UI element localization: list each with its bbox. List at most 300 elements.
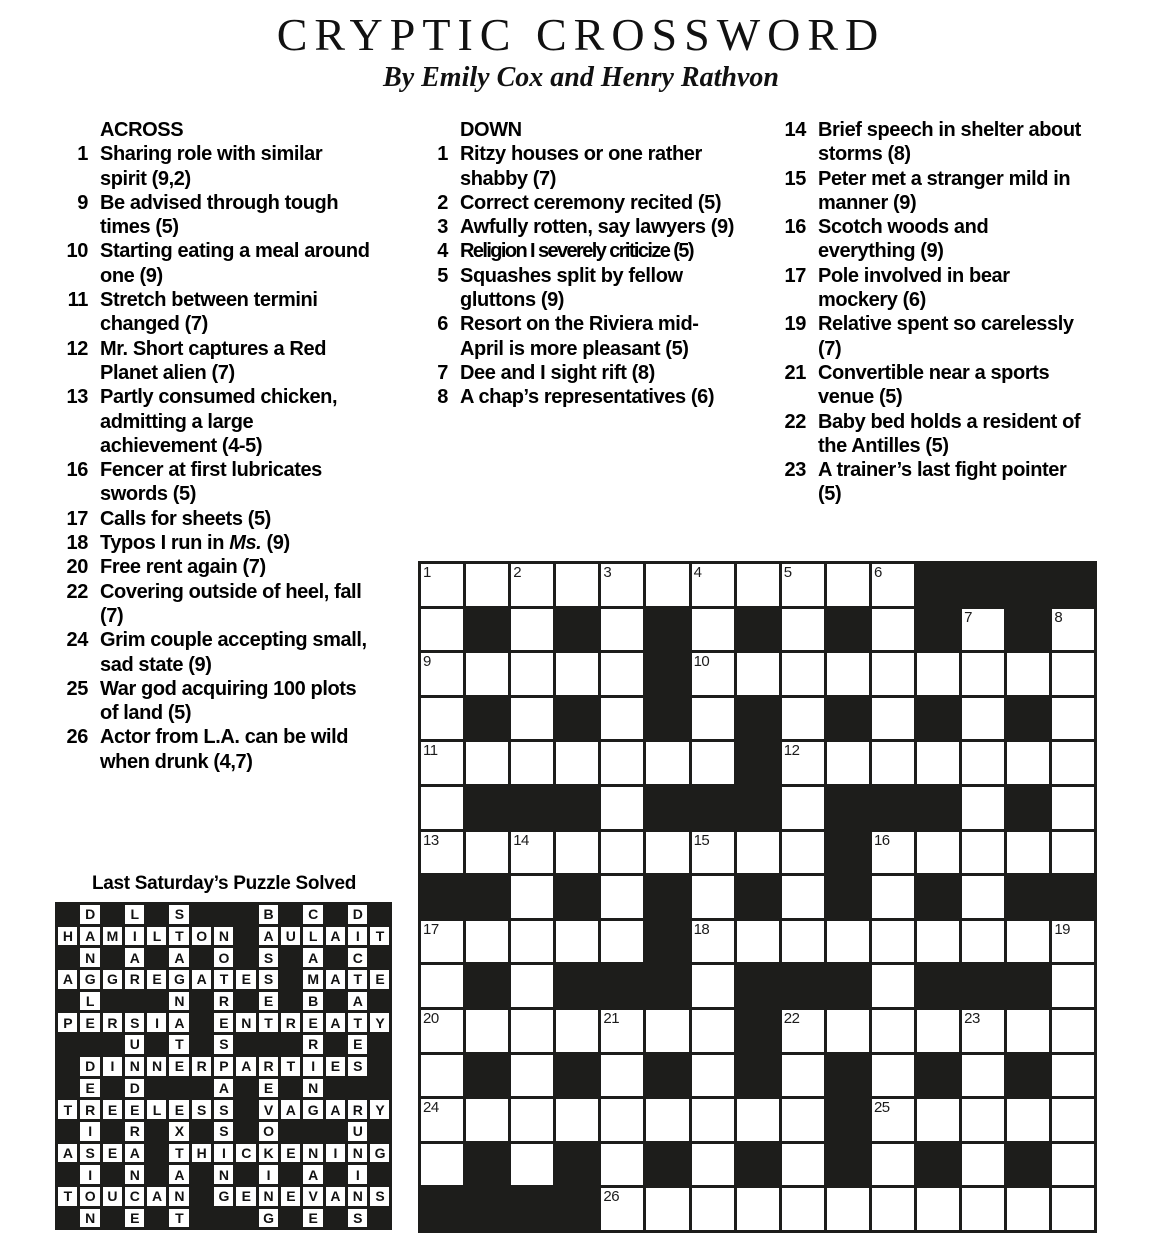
black-cell bbox=[1007, 564, 1049, 606]
clue-number: 17 bbox=[784, 264, 806, 287]
grid-cell[interactable] bbox=[872, 1144, 914, 1186]
grid-cell[interactable] bbox=[917, 832, 959, 874]
solved-letter-cell: U bbox=[103, 1187, 122, 1206]
grid-cell[interactable] bbox=[737, 1099, 779, 1141]
clue-17 bbox=[769, 264, 1099, 313]
black-cell bbox=[827, 698, 869, 740]
solved-black-cell bbox=[147, 1209, 166, 1228]
black-cell bbox=[421, 876, 463, 918]
grid-cell[interactable] bbox=[466, 564, 508, 606]
grid-cell[interactable] bbox=[782, 653, 824, 695]
solved-letter-cell: G bbox=[169, 970, 188, 989]
cell-number: 10 bbox=[693, 653, 710, 671]
black-cell bbox=[917, 564, 959, 606]
grid-cell[interactable] bbox=[782, 742, 824, 784]
grid-cell[interactable] bbox=[962, 1144, 1004, 1186]
grid-cell[interactable] bbox=[1052, 787, 1094, 829]
solved-black-cell bbox=[147, 1035, 166, 1054]
grid-cell[interactable] bbox=[421, 1144, 463, 1186]
grid-cell[interactable] bbox=[1052, 921, 1094, 963]
grid-cell[interactable] bbox=[692, 1188, 734, 1230]
grid-cell[interactable] bbox=[421, 653, 463, 695]
grid-cell[interactable] bbox=[1052, 1144, 1094, 1186]
grid-cell[interactable] bbox=[421, 1010, 463, 1052]
solved-black-cell bbox=[192, 1013, 211, 1032]
grid-cell[interactable] bbox=[511, 832, 553, 874]
grid-cell[interactable] bbox=[872, 609, 914, 651]
solved-black-cell bbox=[236, 1165, 255, 1184]
grid-cell[interactable] bbox=[511, 876, 553, 918]
solved-black-cell bbox=[281, 1079, 300, 1098]
solved-black-cell bbox=[103, 1209, 122, 1228]
clue-number: 5 bbox=[437, 264, 448, 287]
grid-cell[interactable] bbox=[872, 921, 914, 963]
grid-cell[interactable] bbox=[646, 1099, 688, 1141]
solved-black-cell bbox=[370, 1035, 389, 1054]
grid-cell[interactable] bbox=[962, 1099, 1004, 1141]
grid-cell[interactable] bbox=[782, 698, 824, 740]
grid-cell[interactable] bbox=[692, 1010, 734, 1052]
solved-letter-cell: A bbox=[303, 1165, 322, 1184]
grid-cell[interactable] bbox=[872, 965, 914, 1007]
grid-cell[interactable] bbox=[466, 1099, 508, 1141]
solved-letter-cell: E bbox=[281, 1144, 300, 1163]
grid-cell[interactable] bbox=[962, 653, 1004, 695]
black-cell bbox=[737, 742, 779, 784]
clue-number: 15 bbox=[784, 167, 806, 190]
grid-cell[interactable] bbox=[1052, 1055, 1094, 1097]
solved-letter-cell: V bbox=[303, 1187, 322, 1206]
grid-cell[interactable] bbox=[646, 1188, 688, 1230]
grid-cell[interactable] bbox=[646, 832, 688, 874]
grid-cell[interactable] bbox=[782, 1188, 824, 1230]
clue-number: 6 bbox=[437, 313, 448, 336]
grid-cell[interactable] bbox=[1052, 653, 1094, 695]
black-cell bbox=[827, 1144, 869, 1186]
grid-cell[interactable] bbox=[421, 965, 463, 1007]
clue-text: Actor from L.A. can be wild when drunk (4,7) bbox=[100, 726, 349, 773]
grid-cell[interactable] bbox=[917, 1010, 959, 1052]
clue-number: 18 bbox=[66, 532, 88, 555]
grid-cell[interactable] bbox=[872, 1010, 914, 1052]
clue-text: Grim couple accepting small, sad state (9) bbox=[100, 629, 367, 676]
solved-letter-cell: E bbox=[214, 1013, 233, 1032]
clue-text: Scotch woods and everything (9) bbox=[818, 216, 989, 263]
clue-text: Religion I severely criticize (5) bbox=[460, 240, 693, 263]
black-cell bbox=[1007, 787, 1049, 829]
grid-cell[interactable] bbox=[737, 832, 779, 874]
grid-cell[interactable] bbox=[421, 787, 463, 829]
grid-cell[interactable] bbox=[421, 832, 463, 874]
cell-number: 19 bbox=[1054, 920, 1070, 938]
grid-cell[interactable] bbox=[601, 653, 643, 695]
solved-letter-cell: S bbox=[214, 1100, 233, 1119]
solved-letter-cell: N bbox=[214, 1165, 233, 1184]
clue-number: 16 bbox=[66, 459, 88, 482]
grid-cell[interactable] bbox=[692, 609, 734, 651]
grid-cell[interactable] bbox=[1052, 1099, 1094, 1141]
grid-cell[interactable] bbox=[556, 1099, 598, 1141]
solved-black-cell bbox=[58, 1057, 77, 1076]
solved-letter-cell: N bbox=[348, 1187, 367, 1206]
grid-cell[interactable] bbox=[556, 1010, 598, 1052]
black-cell bbox=[646, 1144, 688, 1186]
grid-cell[interactable] bbox=[1052, 609, 1094, 651]
clue-text: Resort on the Riviera mid-April is more pleasant (5) bbox=[460, 313, 699, 360]
grid-cell[interactable] bbox=[421, 1055, 463, 1097]
grid-cell[interactable] bbox=[1007, 832, 1049, 874]
solved-letter-cell: L bbox=[80, 992, 99, 1011]
grid-cell[interactable] bbox=[466, 1010, 508, 1052]
solved-letter-cell: E bbox=[147, 970, 166, 989]
grid-cell[interactable] bbox=[601, 1055, 643, 1097]
solved-letter-cell: E bbox=[169, 1057, 188, 1076]
grid-cell[interactable] bbox=[601, 787, 643, 829]
clue-17 bbox=[55, 507, 395, 531]
clue-18 bbox=[55, 531, 395, 555]
solved-letter-cell: A bbox=[125, 948, 144, 967]
grid-cell[interactable] bbox=[782, 1055, 824, 1097]
solved-black-cell bbox=[370, 992, 389, 1011]
cell-number: 26 bbox=[603, 1188, 620, 1206]
solved-black-cell bbox=[370, 1165, 389, 1184]
grid-cell[interactable] bbox=[872, 698, 914, 740]
grid-cell[interactable] bbox=[692, 965, 734, 1007]
black-cell bbox=[1052, 564, 1094, 606]
grid-cell[interactable] bbox=[782, 787, 824, 829]
grid-cell[interactable] bbox=[692, 1144, 734, 1186]
clue-text: Brief speech in shelter about storms (8) bbox=[818, 119, 1081, 166]
grid-cell[interactable] bbox=[601, 1144, 643, 1186]
black-cell bbox=[917, 609, 959, 651]
grid-cell[interactable] bbox=[962, 876, 1004, 918]
solved-black-cell bbox=[147, 1122, 166, 1141]
grid-cell[interactable] bbox=[782, 921, 824, 963]
grid-cell[interactable] bbox=[737, 653, 779, 695]
cell-number: 13 bbox=[423, 831, 439, 849]
grid-cell[interactable] bbox=[692, 832, 734, 874]
grid-cell[interactable] bbox=[962, 698, 1004, 740]
grid-cell[interactable] bbox=[692, 653, 734, 695]
clue-9 bbox=[55, 191, 395, 240]
clue-2 bbox=[415, 191, 755, 215]
grid-cell[interactable] bbox=[962, 787, 1004, 829]
grid-cell[interactable] bbox=[782, 876, 824, 918]
solved-letter-cell: L bbox=[303, 927, 322, 946]
grid-cell[interactable] bbox=[827, 742, 869, 784]
grid-cell[interactable] bbox=[692, 1055, 734, 1097]
clue-number: 19 bbox=[784, 313, 806, 336]
solved-black-cell bbox=[192, 992, 211, 1011]
grid-cell[interactable] bbox=[872, 742, 914, 784]
black-cell bbox=[737, 1010, 779, 1052]
grid-cell[interactable] bbox=[511, 1144, 553, 1186]
grid-cell[interactable] bbox=[601, 1188, 643, 1230]
solved-black-cell bbox=[370, 1209, 389, 1228]
grid-cell[interactable] bbox=[421, 1099, 463, 1141]
grid-cell[interactable] bbox=[782, 832, 824, 874]
solved-black-cell bbox=[80, 1035, 99, 1054]
solved-letter-cell: P bbox=[214, 1057, 233, 1076]
grid-cell[interactable] bbox=[872, 1055, 914, 1097]
grid-cell[interactable] bbox=[1007, 1188, 1049, 1230]
clue-3 bbox=[415, 215, 755, 239]
solved-black-cell bbox=[281, 1165, 300, 1184]
solved-letter-cell: R bbox=[192, 1057, 211, 1076]
clue-22 bbox=[55, 580, 395, 629]
grid-cell[interactable] bbox=[917, 742, 959, 784]
grid-cell[interactable] bbox=[827, 564, 869, 606]
black-cell bbox=[646, 921, 688, 963]
solved-letter-cell: T bbox=[58, 1187, 77, 1206]
grid-cell[interactable] bbox=[782, 564, 824, 606]
clue-10 bbox=[55, 239, 395, 288]
grid-cell[interactable] bbox=[782, 1144, 824, 1186]
solved-letter-cell: E bbox=[326, 1057, 345, 1076]
cell-number: 2 bbox=[513, 564, 522, 581]
grid-cell[interactable] bbox=[782, 1099, 824, 1141]
solved-letter-cell: R bbox=[281, 1013, 300, 1032]
clue-text: Partly consumed chicken, admitting a large achievement (4-5) bbox=[100, 386, 338, 457]
clue-text: Starting eating a meal around one (9) bbox=[100, 240, 370, 287]
clue-12 bbox=[55, 337, 395, 386]
solved-letter-cell: O bbox=[192, 927, 211, 946]
solved-letter-cell: N bbox=[125, 1057, 144, 1076]
grid-cell[interactable] bbox=[511, 564, 553, 606]
solved-black-cell bbox=[192, 1035, 211, 1054]
grid-cell[interactable] bbox=[917, 1188, 959, 1230]
grid-cell[interactable] bbox=[782, 609, 824, 651]
grid-cell[interactable] bbox=[511, 1055, 553, 1097]
black-cell bbox=[1007, 698, 1049, 740]
grid-cell[interactable] bbox=[466, 653, 508, 695]
black-cell bbox=[827, 609, 869, 651]
grid-cell[interactable] bbox=[872, 564, 914, 606]
solved-black-cell bbox=[326, 1165, 345, 1184]
clue-22 bbox=[769, 410, 1099, 459]
grid-cell[interactable] bbox=[421, 564, 463, 606]
grid-cell[interactable] bbox=[601, 564, 643, 606]
grid-cell[interactable] bbox=[962, 609, 1004, 651]
cell-number: 24 bbox=[423, 1099, 439, 1117]
grid-cell[interactable] bbox=[962, 921, 1004, 963]
grid-cell[interactable] bbox=[421, 742, 463, 784]
grid-cell[interactable] bbox=[601, 609, 643, 651]
grid-cell[interactable] bbox=[872, 876, 914, 918]
cell-number: 21 bbox=[603, 1009, 620, 1027]
grid-cell[interactable] bbox=[466, 742, 508, 784]
grid-cell[interactable] bbox=[511, 609, 553, 651]
grid-cell[interactable] bbox=[1052, 698, 1094, 740]
grid-cell[interactable] bbox=[511, 698, 553, 740]
solved-letter-cell: S bbox=[169, 905, 188, 924]
grid-cell[interactable] bbox=[646, 564, 688, 606]
grid-cell[interactable] bbox=[827, 921, 869, 963]
grid-cell[interactable] bbox=[466, 921, 508, 963]
grid-cell[interactable] bbox=[421, 609, 463, 651]
grid-cell[interactable] bbox=[511, 653, 553, 695]
clue-13 bbox=[55, 385, 395, 458]
grid-cell[interactable] bbox=[511, 921, 553, 963]
clue-number: 17 bbox=[66, 507, 88, 530]
black-cell bbox=[737, 787, 779, 829]
solved-black-cell bbox=[236, 1079, 255, 1098]
grid-cell[interactable] bbox=[827, 1010, 869, 1052]
grid-cell[interactable] bbox=[827, 653, 869, 695]
solved-letter-cell: T bbox=[169, 1209, 188, 1228]
grid-cell[interactable] bbox=[737, 564, 779, 606]
grid-cell[interactable] bbox=[1007, 921, 1049, 963]
grid-cell[interactable] bbox=[692, 921, 734, 963]
solved-letter-cell: E bbox=[80, 1079, 99, 1098]
solved-letter-cell: Y bbox=[370, 1100, 389, 1119]
grid-cell[interactable] bbox=[872, 832, 914, 874]
solved-letter-cell: C bbox=[303, 905, 322, 924]
solved-letter-cell: G bbox=[214, 1187, 233, 1206]
solved-letter-cell: A bbox=[169, 1165, 188, 1184]
grid-cell[interactable] bbox=[1052, 742, 1094, 784]
solved-letter-cell: N bbox=[169, 1187, 188, 1206]
black-cell bbox=[421, 1188, 463, 1230]
solved-letter-cell: G bbox=[259, 1209, 278, 1228]
solved-letter-cell: L bbox=[125, 905, 144, 924]
grid-cell[interactable] bbox=[782, 1010, 824, 1052]
grid-cell[interactable] bbox=[1052, 965, 1094, 1007]
grid-cell[interactable] bbox=[962, 1010, 1004, 1052]
grid-cell[interactable] bbox=[1052, 1010, 1094, 1052]
grid-cell[interactable] bbox=[556, 921, 598, 963]
crossword-grid bbox=[418, 561, 1097, 1233]
solved-letter-cell: N bbox=[348, 1144, 367, 1163]
clue-text: Sharing role with similar spirit (9,2) bbox=[100, 143, 323, 190]
grid-cell[interactable] bbox=[601, 698, 643, 740]
black-cell bbox=[737, 1144, 779, 1186]
grid-cell[interactable] bbox=[601, 876, 643, 918]
grid-cell[interactable] bbox=[737, 921, 779, 963]
grid-cell[interactable] bbox=[917, 653, 959, 695]
grid-cell[interactable] bbox=[421, 698, 463, 740]
grid-cell[interactable] bbox=[917, 921, 959, 963]
grid-cell[interactable] bbox=[511, 1010, 553, 1052]
grid-cell[interactable] bbox=[737, 1188, 779, 1230]
clue-text: Stretch between termini changed (7) bbox=[100, 289, 318, 336]
grid-cell[interactable] bbox=[556, 653, 598, 695]
grid-cell[interactable] bbox=[1007, 1010, 1049, 1052]
solved-letter-cell: B bbox=[303, 992, 322, 1011]
grid-cell[interactable] bbox=[466, 832, 508, 874]
grid-cell[interactable] bbox=[827, 1188, 869, 1230]
solved-letter-cell: E bbox=[259, 992, 278, 1011]
grid-cell[interactable] bbox=[872, 1099, 914, 1141]
solved-letter-cell: R bbox=[125, 1122, 144, 1141]
solved-letter-cell: A bbox=[80, 927, 99, 946]
solved-letter-cell: T bbox=[169, 1035, 188, 1054]
solved-black-cell bbox=[58, 1122, 77, 1141]
grid-cell[interactable] bbox=[556, 564, 598, 606]
grid-cell[interactable] bbox=[692, 564, 734, 606]
grid-cell[interactable] bbox=[421, 921, 463, 963]
clue-text: Squashes split by fellow gluttons (9) bbox=[460, 264, 683, 312]
grid-cell[interactable] bbox=[601, 832, 643, 874]
solved-black-cell bbox=[326, 992, 345, 1011]
black-cell bbox=[827, 832, 869, 874]
cell-number: 11 bbox=[423, 742, 438, 760]
grid-cell[interactable] bbox=[601, 1010, 643, 1052]
grid-cell[interactable] bbox=[556, 742, 598, 784]
grid-cell[interactable] bbox=[601, 1099, 643, 1141]
grid-cell[interactable] bbox=[692, 698, 734, 740]
grid-cell[interactable] bbox=[962, 1055, 1004, 1097]
clue-16 bbox=[769, 215, 1099, 264]
grid-cell[interactable] bbox=[1007, 653, 1049, 695]
solved-black-cell bbox=[103, 1165, 122, 1184]
solved-black-cell bbox=[192, 1187, 211, 1206]
grid-cell[interactable] bbox=[1052, 1188, 1094, 1230]
solved-letter-cell: T bbox=[370, 927, 389, 946]
black-cell bbox=[917, 698, 959, 740]
grid-cell[interactable] bbox=[601, 742, 643, 784]
grid-cell[interactable] bbox=[692, 876, 734, 918]
solved-black-cell bbox=[370, 1079, 389, 1098]
solved-letter-cell: G bbox=[80, 970, 99, 989]
grid-cell[interactable] bbox=[962, 832, 1004, 874]
grid-cell[interactable] bbox=[646, 742, 688, 784]
grid-cell[interactable] bbox=[692, 742, 734, 784]
solved-letter-cell: K bbox=[259, 1144, 278, 1163]
solved-letter-cell: R bbox=[348, 1100, 367, 1119]
solved-black-cell bbox=[103, 1035, 122, 1054]
cell-number: 16 bbox=[873, 831, 890, 849]
grid-cell[interactable] bbox=[962, 1188, 1004, 1230]
grid-cell[interactable] bbox=[556, 832, 598, 874]
solved-letter-cell: I bbox=[103, 1057, 122, 1076]
solved-letter-cell: A bbox=[326, 1013, 345, 1032]
clue-text: Ritzy houses or one rather shabby (7) bbox=[460, 143, 702, 190]
clue-number: 26 bbox=[66, 726, 88, 749]
solved-letter-cell: R bbox=[303, 1035, 322, 1054]
grid-cell[interactable] bbox=[1052, 832, 1094, 874]
solved-letter-cell: E bbox=[370, 970, 389, 989]
grid-cell[interactable] bbox=[962, 742, 1004, 784]
clue-text: Free rent again (7) bbox=[100, 556, 266, 579]
grid-cell[interactable] bbox=[872, 1188, 914, 1230]
black-cell bbox=[466, 1055, 508, 1097]
grid-cell[interactable] bbox=[511, 742, 553, 784]
grid-cell[interactable] bbox=[692, 1099, 734, 1141]
grid-cell[interactable] bbox=[646, 1010, 688, 1052]
solved-letter-cell: I bbox=[259, 1165, 278, 1184]
black-cell bbox=[646, 787, 688, 829]
solved-letter-cell: S bbox=[348, 1057, 367, 1076]
solved-letter-cell: I bbox=[80, 1165, 99, 1184]
solved-black-cell bbox=[192, 1122, 211, 1141]
solved-black-cell bbox=[58, 948, 77, 967]
clue-number: 23 bbox=[784, 459, 806, 482]
black-cell bbox=[692, 787, 734, 829]
solved-puzzle-title: Last Saturday’s Puzzle Solved bbox=[91, 873, 357, 894]
clue-6 bbox=[415, 312, 755, 361]
solved-black-cell bbox=[281, 992, 300, 1011]
grid-cell[interactable] bbox=[1007, 1099, 1049, 1141]
grid-cell[interactable] bbox=[601, 921, 643, 963]
grid-cell[interactable] bbox=[872, 653, 914, 695]
clue-text: War god acquiring 100 plots of land (5) bbox=[100, 677, 357, 725]
grid-cell[interactable] bbox=[511, 1099, 553, 1141]
grid-cell[interactable] bbox=[511, 965, 553, 1007]
grid-cell[interactable] bbox=[1007, 742, 1049, 784]
solved-black-cell bbox=[192, 905, 211, 924]
grid-cell[interactable] bbox=[917, 1099, 959, 1141]
